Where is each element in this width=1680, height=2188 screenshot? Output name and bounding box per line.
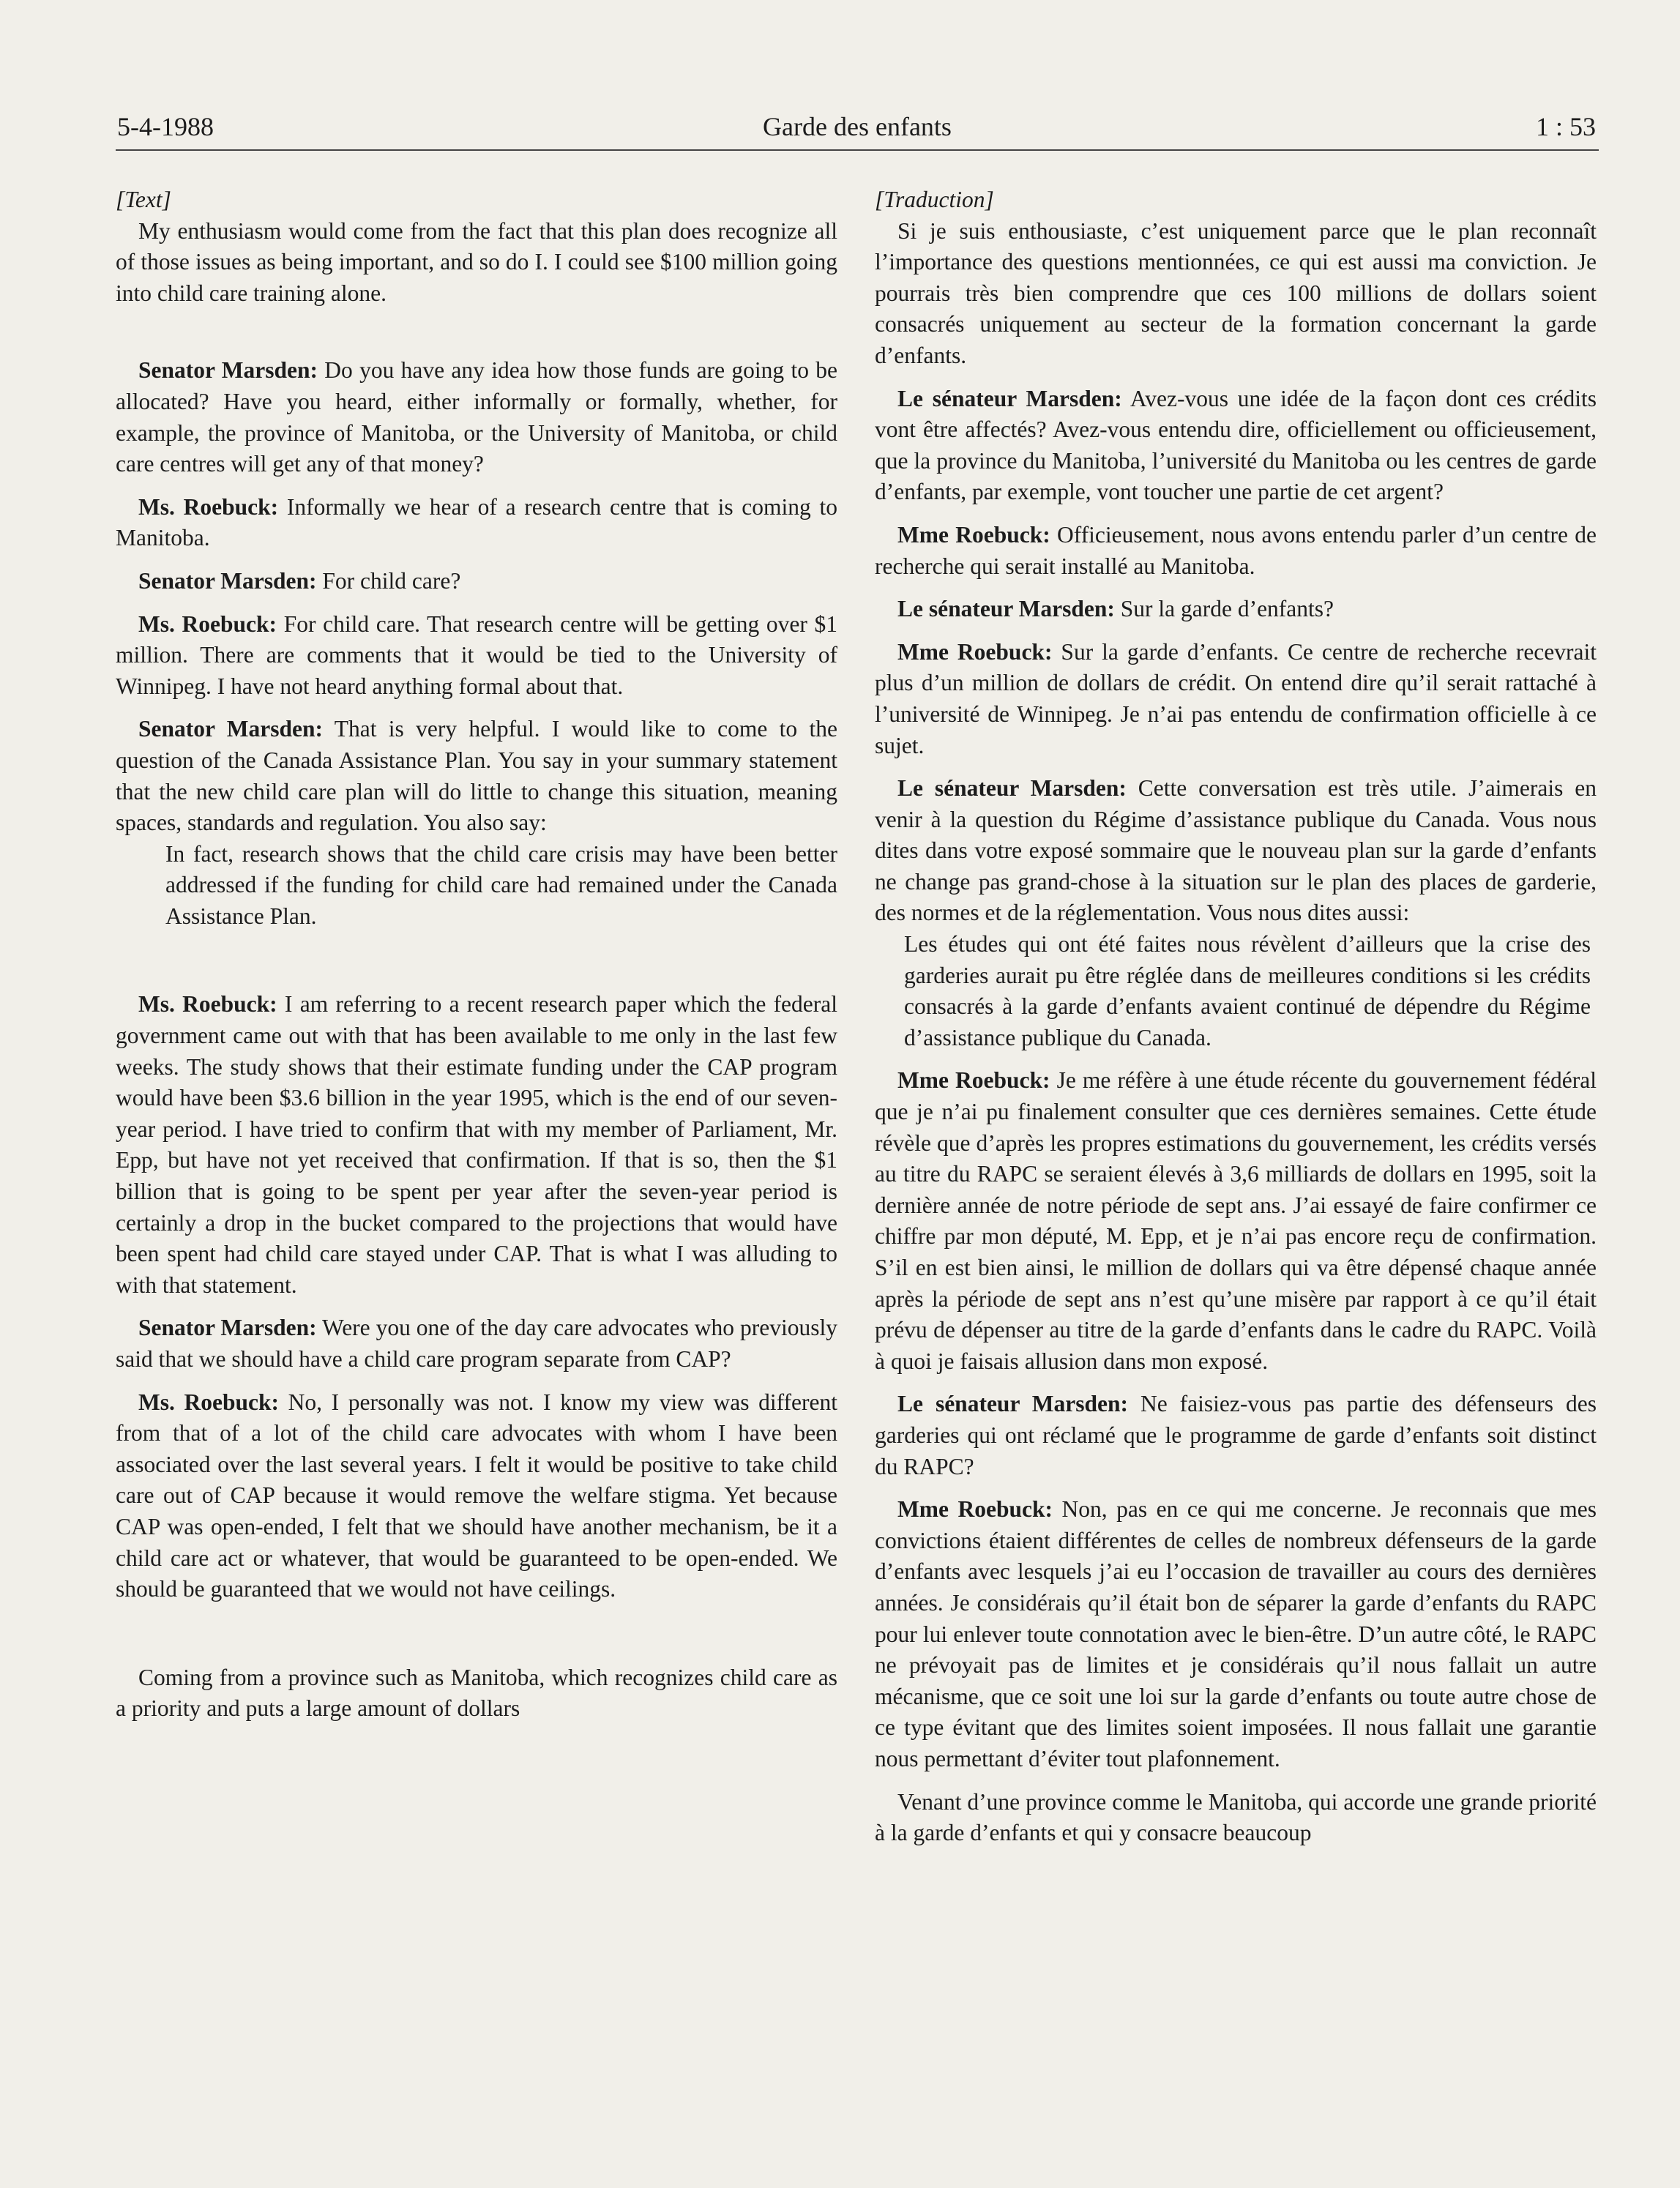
french-column xyxy=(875,184,1597,1849)
speaker-name: Senator Marsden: xyxy=(138,1315,317,1341)
speech-text: Je me réfère à une étude récente du gouvernement fédéral que je n’ai pu finalement consulter que ces dernières semaines. Cette étude révèle que d’après les propres estimations du gouvernement, les crédits versés au titre du RAPC se seraient élevés à 3,6 milliards de dollars en 1995, soit la dernière année de notre période de sept ans. J’ai essayé de faire confirmer ce chiffre par mon député, M. Epp, et je n’ai pas encore reçu de confirmation. S’il en est bien ainsi, le million de dollars qui va être dépensé chaque année après la période de sept ans n’est qu’une misère par rapport à ce qu’il était prévu de dépenser au titre de la garde d’enfants dans le cadre du RAPC. Voilà à quoi je faisais allusion dans mon exposé. xyxy=(875,1067,1597,1374)
header-page-number: 1 : 53 xyxy=(1535,112,1596,141)
speech-text: That is very helpful. I would like to come to the question of the Canada Assistance Plan. You say in your summary statement that the new child care plan will do little to change this situation, meaning spaces, standards and regulation. You also say: xyxy=(116,716,837,836)
speaker-name: Le sénateur Marsden: xyxy=(897,1391,1129,1417)
speech-text: Were you one of the day care advocates who previously said that we should have a child care program separate from CAP? xyxy=(116,1315,837,1372)
speech-text: Ne faisiez-vous pas partie des défenseurs des garderies qui ont réclamé que le programme de garde d’enfants soit distinct du RAPC? xyxy=(875,1391,1597,1479)
speaker-name: Mme Roebuck: xyxy=(897,521,1050,548)
paragraph xyxy=(875,594,1597,625)
paragraph xyxy=(875,1065,1597,1377)
header-date: 5-4-1988 xyxy=(117,112,214,141)
speaker-name: Ms. Roebuck: xyxy=(138,493,279,520)
speech-text: For child care. That research centre will be getting over $1 million. There are comments that it would be tied to the University of Winnipeg. I have not heard anything formal about that. xyxy=(116,611,837,699)
speaker-name: Mme Roebuck: xyxy=(897,638,1053,665)
paragraph xyxy=(875,1389,1597,1482)
speaker-name: Le sénateur Marsden: xyxy=(897,596,1115,622)
page-header xyxy=(116,108,1599,151)
paragraph xyxy=(116,714,837,838)
speech-text: Non, pas en ce qui me concerne. Je reconnais que mes convictions étaient différentes de celles de nombreux défenseurs de la garde d’enfants avec lesquels j’ai eu l’occasion de travailler au cours des dernières années. Je considérais qu’il était bon de séparer la garde d’enfants du RAPC pour lui enlever toute connotation avec le bien-être. D’un autre côté, le RAPC ne prévoyait pas de limites et je considérais qu’il nous fallait un autre mécanisme, que ce soit une loi sur la garde d’enfants ou toute autre chose de ce type évitant que des limites soient imposées. Il nous fallait une garantie nous permettant d’éviter tout plafonnement. xyxy=(875,1496,1597,1771)
paragraph xyxy=(116,609,837,703)
speech-text: Informally we hear of a research centre that is coming to Manitoba. xyxy=(116,493,838,551)
speaker-name: Senator Marsden: xyxy=(138,716,323,742)
paragraph xyxy=(116,355,837,479)
speech-text: Sur la garde d’enfants. Ce centre de recherche recevrait plus d’un million de dollars de crédit. On entend dire qu’il serait rattaché à l’université de Winnipeg. Je n’ai pas entendu de confirmation officielle à ce sujet. xyxy=(875,638,1597,758)
speaker-name: Le sénateur Marsden: xyxy=(897,775,1127,802)
speech-text: For child care? xyxy=(316,567,461,594)
paragraph xyxy=(875,520,1597,582)
paragraph xyxy=(116,492,837,554)
paragraph: Coming from a province such as Manitoba, which recognizes child care as a priority and puts a large amount of dollars xyxy=(116,1664,837,1722)
speaker-name: Le sénateur Marsden: xyxy=(897,385,1122,411)
paragraph xyxy=(875,384,1597,508)
speaker-name: Senator Marsden: xyxy=(138,357,318,384)
english-column xyxy=(116,184,837,1725)
speaker-name: Ms. Roebuck: xyxy=(138,991,277,1018)
speech-text: I am referring to a recent research paper which the federal government came out with that has been available to me only in the last few weeks. The study shows that their estimate funding under the CAP program would have been $3.6 billion in the year 1995, which is the end of our seven-year period. I have tried to confirm that with my member of Parliament, Mr. Epp, but have not yet received that confirmation. If that is so, then the $1 billion that is going to be spent per year after the seven-year period is certainly a drop in the bucket compared to the projections that would have been spent had child care stayed under CAP. That is what I was alluding to with that statement. xyxy=(116,991,837,1298)
block-quote: Les études qui ont été faites nous révèlent d’ailleurs que la crise des garderies aurait pu être réglée dans de meilleures conditions si les crédits consacrés à la garde d’enfants avaient continué de dépendre du Régime d’assistance publique du Canada. xyxy=(904,931,1591,1050)
paragraph xyxy=(116,1387,837,1605)
header-title: Garde des enfants xyxy=(763,112,952,141)
paragraph: Si je suis enthousiaste, c’est uniquement parce que le plan reconnaît l’importance des questions mentionnées, ce qui est aussi ma conviction. Je pourrais très bien comprendre que ces 100 millions de dollars soient consacrés uniquement au secteur de la formation concernant la garde d’enfants. xyxy=(875,217,1597,368)
speaker-name: Mme Roebuck: xyxy=(897,1067,1050,1094)
speech-text: Cette conversation est très utile. J’aimerais en venir à la question du Régime d’assistance publique du Canada. Vous nous dites dans votre exposé sommaire que le nouveau plan sur la garde d’enfants ne change pas grand-chose à la situation sur le plan des places de garderie, des normes et de la réglementation. Vous nous dites aussi: xyxy=(875,775,1597,926)
paragraph: Venant d’une province comme le Manitoba, qui accorde une grande priorité à la garde d’enfants et qui y consacre beaucoup xyxy=(875,1788,1597,1846)
speech-text: Do you have any idea how those funds are going to be allocated? Have you heard, either informally or formally, whether, for example, the province of Manitoba, or the University of Manitoba, or child care centres will get any of that money? xyxy=(116,357,837,477)
paragraph: My enthusiasm would come from the fact that this plan does recognize all of those issues as being important, and so do I. I could see $100 million going into child care training alone. xyxy=(116,217,837,306)
speaker-name: Ms. Roebuck: xyxy=(138,1389,280,1415)
paragraph xyxy=(116,566,837,597)
speaker-name: Mme Roebuck: xyxy=(897,1496,1053,1523)
speaker-name: Senator Marsden: xyxy=(138,567,317,594)
speech-text: Sur la garde d’enfants? xyxy=(1114,596,1334,622)
speech-text: No, I personally was not. I know my view was different from that of a lot of the child care advocates with whom I have been associated over the last several years. I felt it would be positive to take child care out of CAP because it would remove the welfare stigma. Yet because CAP was open-ended, I felt that we should have another mechanism, be it a child care act or whatever, that would be guaranteed to be open-ended. We should be guaranteed that we would not have ceilings. xyxy=(116,1389,837,1602)
language-tag: [Traduction] xyxy=(875,187,994,212)
speech-text: Officieusement, nous avons entendu parler d’un centre de recherche qui serait installé au Manitoba. xyxy=(875,521,1597,579)
speech-text: Avez-vous une idée de la façon dont ces crédits vont être affectés? Avez-vous entendu dire, officiellement ou officieusement, que la province du Manitoba, l’université du Manitoba ou les centres de garde d’enfants, par exemple, vont toucher une partie de cet argent? xyxy=(875,385,1597,505)
block-quote: In fact, research shows that the child care crisis may have been better addressed if the funding for child care had remained under the Canada Assistance Plan. xyxy=(165,840,837,929)
paragraph xyxy=(875,637,1597,761)
paragraph xyxy=(116,1313,837,1375)
speaker-name: Ms. Roebuck: xyxy=(138,611,277,637)
paragraph xyxy=(116,989,837,1301)
paragraph xyxy=(875,1494,1597,1774)
language-tag: [Text] xyxy=(116,187,171,212)
paragraph xyxy=(875,773,1597,929)
